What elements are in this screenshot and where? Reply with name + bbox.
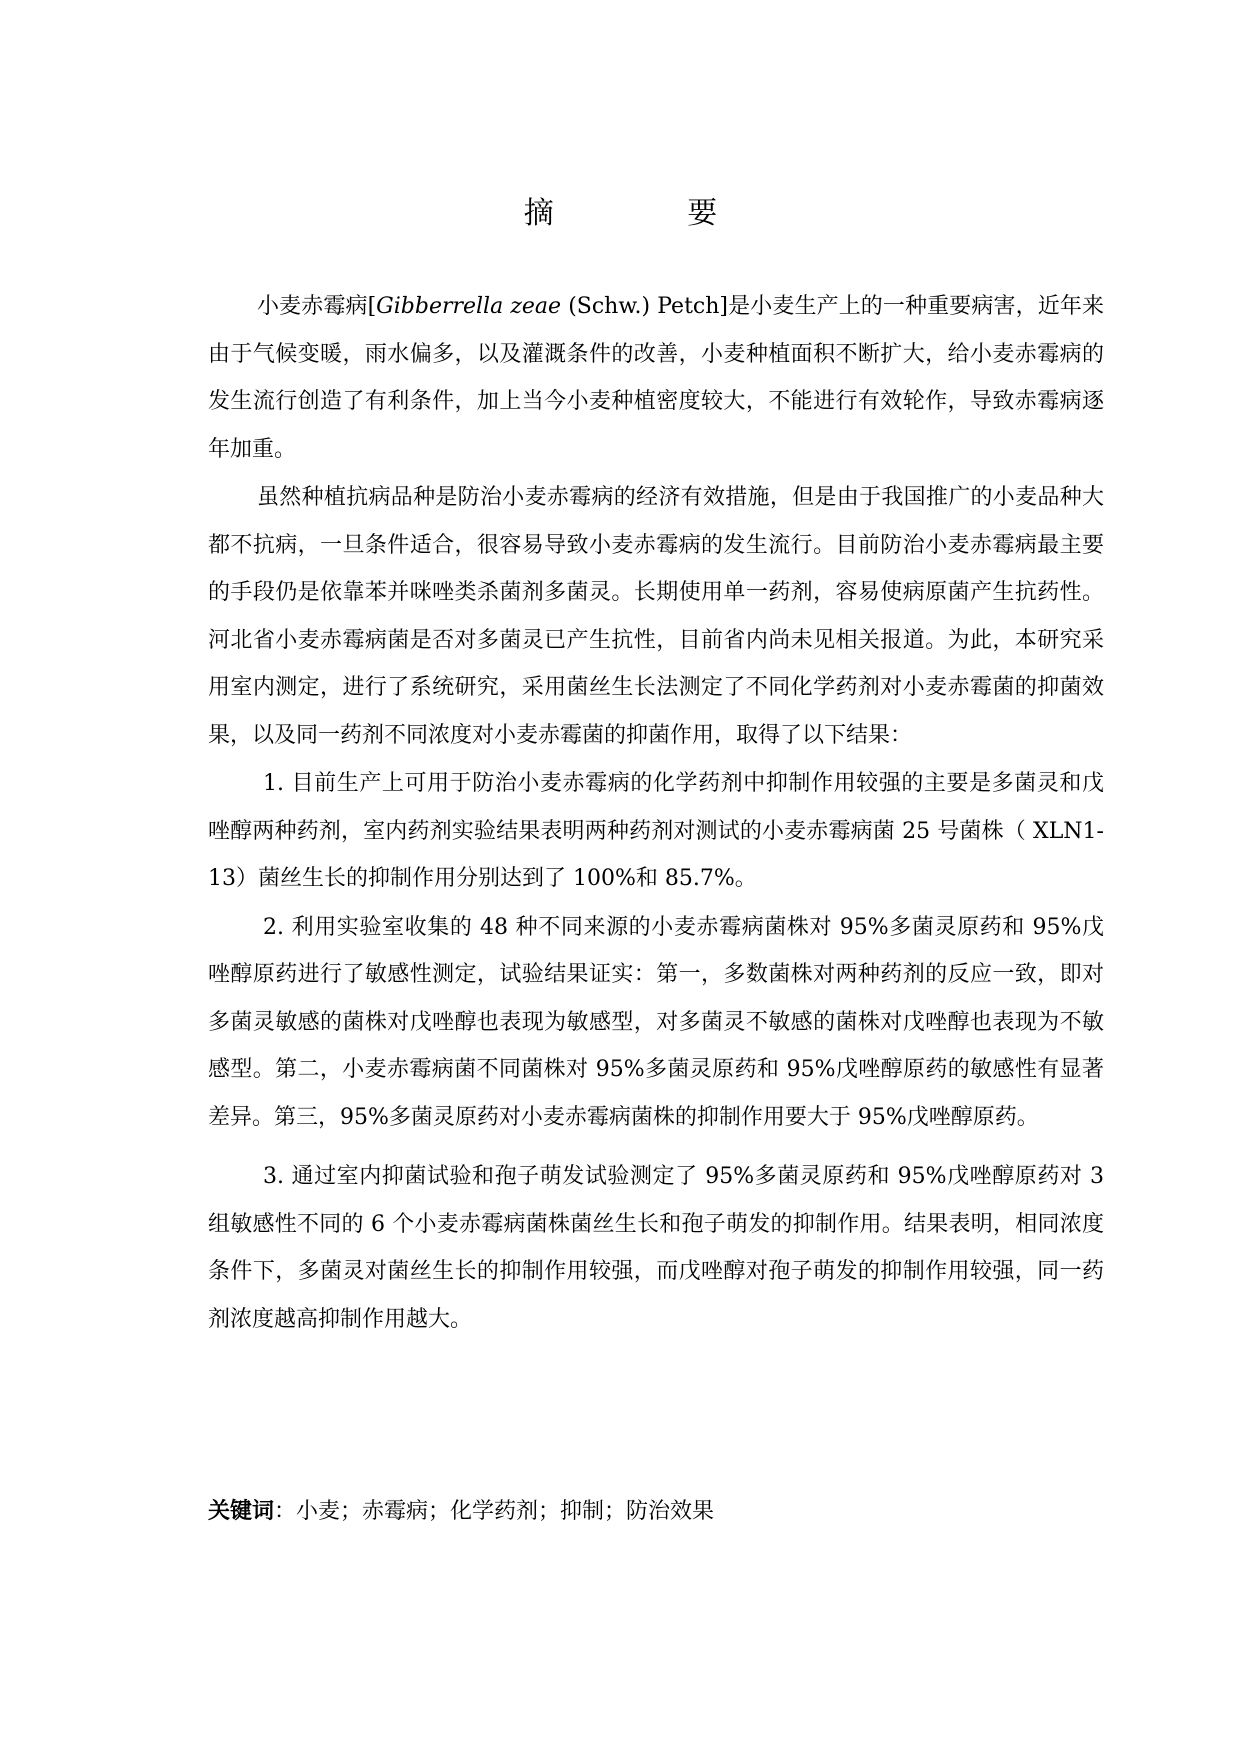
keywords-text: ：小麦；赤霉病；化学药剂；抑制；防治效果 — [274, 1499, 715, 1524]
paragraph-research: 虽然种植抗病品种是防治小麦赤霉病的经济有效措施，但是由于我国推广的小麦品种大都不抗病，一旦条件适合，很容易导致小麦赤霉病的发生流行。目前防治小麦赤霉病最主要的手段仍是依靠苯并咪唑类杀菌剂多菌灵。长期使用单一药剂，容易使病原菌产生抗药性。河北省小麦赤霉病菌是否对多菌灵已产生抗性，目前省内尚未见相关报道。为此，本研究采用室内测定，进行了系统研究，采用菌丝生长法测定了不同化学药剂对小麦赤霉菌的抑菌效果，以及同一药剂不同浓度对小麦赤霉菌的抑菌作用，取得了以下结果： — [208, 485, 1104, 748]
keywords-line — [208, 1495, 714, 1529]
page-title: 摘 要 — [523, 196, 780, 231]
result-item-3: 3. 通过室内抑菌试验和孢子萌发试验测定了 95%多菌灵原药和 95%戊唑醇原药对 3 组敏感性不同的 6 个小麦赤霉病菌株菌丝生长和孢子萌发的抑制作用。结果表明，相同浓度条件下，多菌灵对菌丝生长的抑制作用较强，而戊唑醇对孢子萌发的抑制作用较强，同一药剂浓度越高抑制作用越大。 — [208, 1164, 1104, 1332]
result-item-1: 1. 目前生产上可用于防治小麦赤霉病的化学药剂中抑制作用较强的主要是多菌灵和戊唑醇两种药剂，室内药剂实验结果表明两种药剂对测试的小麦赤霉病菌 25 号菌株（ XLN1- 13）菌丝生长的抑制作用分别达到了 100%和 85.7%。 — [208, 771, 1104, 891]
abstract-body — [208, 283, 1104, 1343]
paragraph-rest: (Schw.) Petch]是小麦生产上的一种重要病害，近年来由于气候变暖，雨水偏多，以及灌溉条件的改善，小麦种植面积不断扩大，给小麦赤霉病的发生流行创造了有利条件，加上当今小麦种植密度较大，不能进行有效轮作，导致赤霉病逐年加重。 — [208, 294, 1104, 462]
paragraph-lead: 小麦赤霉病[ — [257, 294, 377, 319]
keywords-label: 关键词 — [208, 1499, 275, 1524]
scientific-name: Gibberrella zeae — [376, 294, 562, 319]
paragraph-background — [208, 283, 1104, 473]
result-item-2: 2. 利用实验室收集的 48 种不同来源的小麦赤霉病菌株对 95%多菌灵原药和 95%戊唑醇原药进行了敏感性测定，试验结果证实：第一，多数菌株对两种药剂的反应一致，即对多菌灵敏感的菌株对戊唑醇也表现为敏感型，对多菌灵不敏感的菌株对戊唑醇也表现为不敏感型。第二，小麦赤霉病菌不同菌株对 95%多菌灵原药和 95%戊唑醇原药的敏感性有显著差异。第三，95%多菌灵原药对小麦赤霉病菌株的抑制作用要大于 95%戊唑醇原药。 — [208, 914, 1104, 1130]
